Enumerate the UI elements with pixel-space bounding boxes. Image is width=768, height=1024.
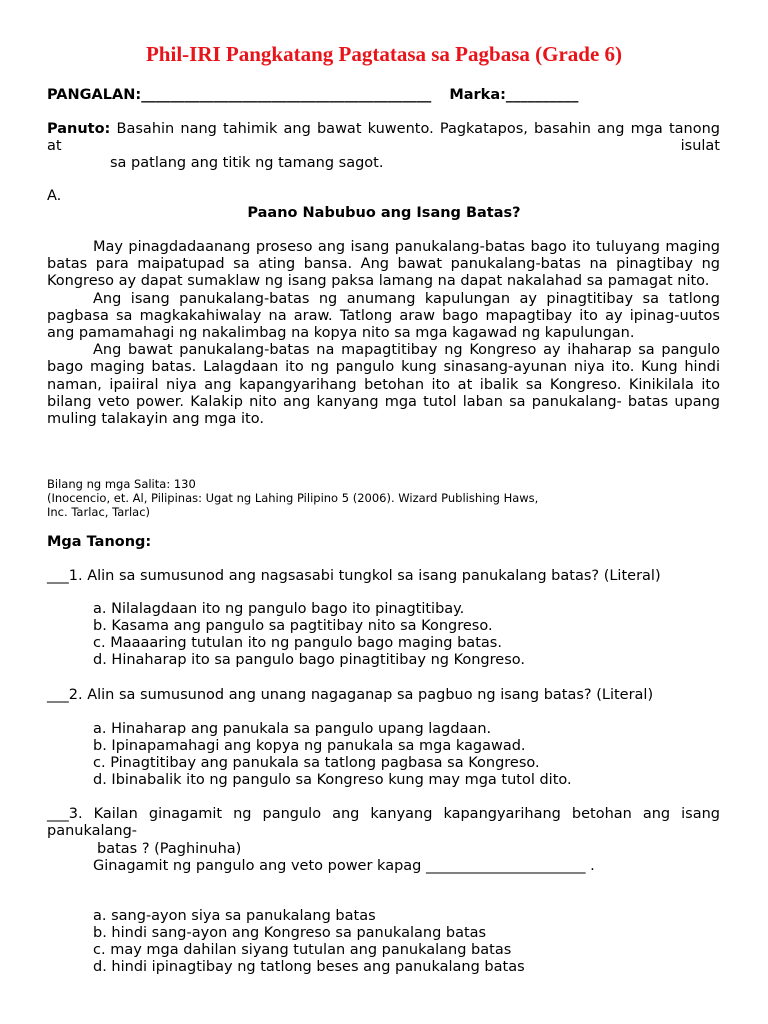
- score-blank: __________: [505, 87, 579, 103]
- question-1-option-c: c. Maaaaring tutulan ito ng pangulo bago maging batas.: [93, 635, 502, 651]
- instructions-label: Panuto:: [47, 121, 111, 137]
- story-title: Paano Nabubuo ang Isang Batas?: [247, 205, 521, 221]
- question-1-option-d: d. Hinaharap ito sa pangulo bago pinagtitibay ng Kongreso.: [93, 652, 525, 668]
- name-blank: ________________________________________: [141, 87, 432, 103]
- instructions-text-1: Basahin nang tahimik ang bawat kuwento. Pagkatapos, basahin ang mga tanong at isulat: [47, 121, 720, 155]
- section-letter: A.: [47, 188, 62, 204]
- instructions-text-2: sa patlang ang titik ng tamang sagot.: [110, 155, 384, 171]
- instructions: [47, 121, 720, 155]
- story-paragraph-1: May pinagdadaanang proseso ang isang panukalang-batas bago ito tuluyang maging batas para maipatupad sa ating bansa. Ang bawat panukalang-batas na pinagtibay ng Kongreso ay dapat sumaklaw ng isang paksa lamang na dapat nakalahad sa pamagat nito.: [47, 239, 720, 290]
- question-2-option-d: d. Ibinabalik ito ng pangulo sa Kongreso kung may mga tutol dito.: [93, 772, 572, 788]
- story-paragraph-3: Ang bawat panukalang-batas na mapagtitibay ng Kongreso ay ihaharap sa pangulo bago maging batas. Lalagdaan ito ng pangulo kung sinasang-ayunan niya ito. Kung hindi naman, ipaiiral niya ang kapangyarihang betohan ito at ibalik sa Kongreso. Kinikilala ito bilang veto power. Kalakip nito ang kanyang mga tutol laban sa panukalang- batas upang muling talakayin ang mga ito.: [47, 342, 720, 428]
- story-paragraph-2: Ang isang panukalang-batas ng anumang kapulungan ay pinagtitibay sa tatlong pagbasa sa magkakahiwalay na araw. Tatlong araw bago mapagtibay ito ay ipinag-uutos ang pamamahagi ng nakalimbag na kopya nito sa mga kagawad ng kapulungan.: [47, 290, 720, 342]
- question-3-option-b: b. hindi sang-ayon ang Kongreso sa panukalang batas: [93, 925, 487, 941]
- story-body: [47, 239, 720, 428]
- score-label: Marka:: [449, 87, 506, 103]
- question-3-option-c: c. may mga dahilan siyang tutulan ang panukalang batas: [93, 942, 512, 958]
- question-3-continued: batas ? (Paghinuha): [97, 841, 242, 857]
- question-2-option-a: a. Hinaharap ang panukala sa pangulo upang lagdaan.: [93, 721, 492, 737]
- source-citation-1: (Inocencio, et. Al, Pilipinas: Ugat ng Lahing Pilipino 5 (2006). Wizard Publishing Haws,: [47, 491, 539, 505]
- question-1: ___1. Alin sa sumusunod ang nagsasabi tungkol sa isang panukalang batas? (Literal): [47, 568, 661, 584]
- question-3-option-d: d. hindi ipinagtibay ng tatlong beses ang panukalang batas: [93, 959, 525, 975]
- page-title: Phil-IRI Pangkatang Pagtatasa sa Pagbasa (Grade 6): [145, 42, 623, 66]
- question-3: ___3. Kailan ginagamit ng pangulo ang kanyang kapangyarihang betohan ang isang panukalang-: [47, 806, 720, 840]
- question-3-option-a: a. sang-ayon siya sa panukalang batas: [93, 908, 376, 924]
- word-count: Bilang ng mga Salita: 130: [47, 477, 196, 491]
- question-1-option-b: b. Kasama ang pangulo sa pagtitibay nito sa Kongreso.: [93, 618, 493, 634]
- question-3-prompt: Ginagamit ng pangulo ang veto power kapag ______________________ .: [93, 858, 595, 874]
- question-2-option-c: c. Pinagtitibay ang panukala sa tatlong pagbasa sa Kongreso.: [93, 755, 540, 771]
- question-2-option-b: b. Ipinapamahagi ang kopya ng panukala sa mga kagawad.: [93, 738, 526, 754]
- name-label: PANGALAN:: [47, 87, 142, 103]
- question-1-option-a: a. Nilalagdaan ito ng pangulo bago ito pinagtitibay.: [93, 601, 465, 617]
- question-2: ___2. Alin sa sumusunod ang unang nagaganap sa pagbuo ng isang batas? (Literal): [47, 687, 654, 703]
- source-citation-2: Inc. Tarlac, Tarlac): [47, 505, 151, 519]
- header-row: [47, 87, 721, 104]
- questions-heading: Mga Tanong:: [47, 534, 152, 550]
